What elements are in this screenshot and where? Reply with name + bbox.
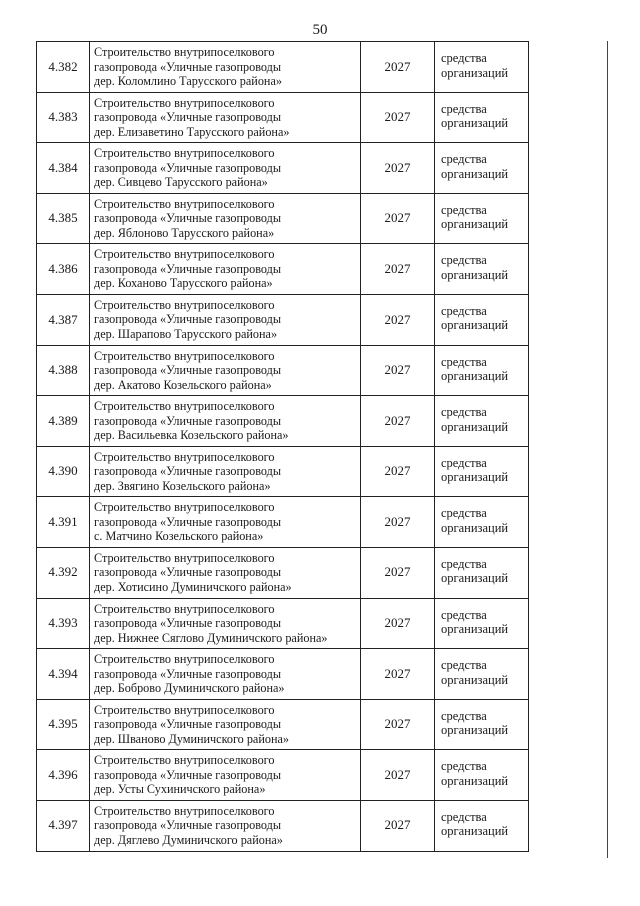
table-row	[36, 346, 529, 397]
row-number-cell: 4.385	[36, 194, 89, 244]
funding-source-cell: средства организаций	[434, 396, 529, 446]
funding-source-cell: средства организаций	[434, 295, 529, 345]
year-cell: 2027	[360, 93, 434, 143]
object-name-cell: Строительство внутрипоселкового газопровода «Уличные газопроводы дер. Васильевка Козельского района»	[89, 396, 360, 446]
funding-source-cell: средства организаций	[434, 143, 529, 193]
year-cell: 2027	[360, 244, 434, 294]
year-cell: 2027	[360, 143, 434, 193]
year-cell: 2027	[360, 548, 434, 598]
funding-source-cell: средства организаций	[434, 93, 529, 143]
table-row	[36, 42, 529, 93]
object-name-cell: Строительство внутрипоселкового газопровода «Уличные газопроводы дер. Дяглево Думиничского района»	[89, 801, 360, 851]
program-table	[36, 41, 529, 852]
year-cell: 2027	[360, 599, 434, 649]
row-number-cell: 4.384	[36, 143, 89, 193]
funding-source-cell: средства организаций	[434, 750, 529, 800]
table-row	[36, 497, 529, 548]
table-row	[36, 396, 529, 447]
funding-source-cell: средства организаций	[434, 497, 529, 547]
year-cell: 2027	[360, 194, 434, 244]
object-name-cell: Строительство внутрипоселкового газопровода «Уличные газопроводы дер. Сивцево Тарусского района»	[89, 143, 360, 193]
row-number-cell: 4.392	[36, 548, 89, 598]
object-name-cell: Строительство внутрипоселкового газопровода «Уличные газопроводы дер. Елизаветино Тарусского района»	[89, 93, 360, 143]
row-number-cell: 4.386	[36, 244, 89, 294]
funding-source-cell: средства организаций	[434, 801, 529, 851]
funding-source-cell: средства организаций	[434, 447, 529, 497]
object-name-cell: Строительство внутрипоселкового газопровода «Уличные газопроводы дер. Звягино Козельского района»	[89, 447, 360, 497]
table-row	[36, 93, 529, 144]
row-number-cell: 4.397	[36, 801, 89, 851]
table-row	[36, 599, 529, 650]
object-name-cell: Строительство внутрипоселкового газопровода «Уличные газопроводы дер. Яблоново Тарусского района»	[89, 194, 360, 244]
funding-source-cell: средства организаций	[434, 42, 529, 92]
object-name-cell: Строительство внутрипоселкового газопровода «Уличные газопроводы с. Матчино Козельского района»	[89, 497, 360, 547]
year-cell: 2027	[360, 497, 434, 547]
table-row	[36, 194, 529, 245]
year-cell: 2027	[360, 295, 434, 345]
year-cell: 2027	[360, 750, 434, 800]
table-row	[36, 244, 529, 295]
funding-source-cell: средства организаций	[434, 649, 529, 699]
year-cell: 2027	[360, 801, 434, 851]
object-name-cell: Строительство внутрипоселкового газопровода «Уличные газопроводы дер. Нижнее Сяглово Думиничского района»	[89, 599, 360, 649]
row-number-cell: 4.396	[36, 750, 89, 800]
funding-source-cell: средства организаций	[434, 700, 529, 750]
row-number-cell: 4.388	[36, 346, 89, 396]
object-name-cell: Строительство внутрипоселкового газопровода «Уличные газопроводы дер. Акатово Козельского района»	[89, 346, 360, 396]
row-number-cell: 4.389	[36, 396, 89, 446]
object-name-cell: Строительство внутрипоселкового газопровода «Уличные газопроводы дер. Коломлино Тарусского района»	[89, 42, 360, 92]
row-number-cell: 4.387	[36, 295, 89, 345]
year-cell: 2027	[360, 649, 434, 699]
row-number-cell: 4.393	[36, 599, 89, 649]
table-row	[36, 700, 529, 751]
funding-source-cell: средства организаций	[434, 346, 529, 396]
row-number-cell: 4.390	[36, 447, 89, 497]
table-row	[36, 548, 529, 599]
funding-source-cell: средства организаций	[434, 194, 529, 244]
row-number-cell: 4.395	[36, 700, 89, 750]
object-name-cell: Строительство внутрипоселкового газопровода «Уличные газопроводы дер. Шваново Думиничского района»	[89, 700, 360, 750]
object-name-cell: Строительство внутрипоселкового газопровода «Уличные газопроводы дер. Боброво Думиничского района»	[89, 649, 360, 699]
row-number-cell: 4.394	[36, 649, 89, 699]
table-row	[36, 447, 529, 498]
row-number-cell: 4.383	[36, 93, 89, 143]
table-row	[36, 143, 529, 194]
page-number: 50	[312, 22, 328, 38]
row-number-cell: 4.382	[36, 42, 89, 92]
year-cell: 2027	[360, 447, 434, 497]
page-edge-line	[607, 41, 608, 858]
object-name-cell: Строительство внутрипоселкового газопровода «Уличные газопроводы дер. Усты Сухиничского района»	[89, 750, 360, 800]
object-name-cell: Строительство внутрипоселкового газопровода «Уличные газопроводы дер. Коханово Тарусского района»	[89, 244, 360, 294]
year-cell: 2027	[360, 346, 434, 396]
funding-source-cell: средства организаций	[434, 599, 529, 649]
table-row	[36, 801, 529, 852]
row-number-cell: 4.391	[36, 497, 89, 547]
funding-source-cell: средства организаций	[434, 244, 529, 294]
funding-source-cell: средства организаций	[434, 548, 529, 598]
object-name-cell: Строительство внутрипоселкового газопровода «Уличные газопроводы дер. Шарапово Тарусского района»	[89, 295, 360, 345]
year-cell: 2027	[360, 42, 434, 92]
year-cell: 2027	[360, 396, 434, 446]
table-row	[36, 295, 529, 346]
object-name-cell: Строительство внутрипоселкового газопровода «Уличные газопроводы дер. Хотисино Думиничского района»	[89, 548, 360, 598]
table-row	[36, 750, 529, 801]
table-row	[36, 649, 529, 700]
year-cell: 2027	[360, 700, 434, 750]
